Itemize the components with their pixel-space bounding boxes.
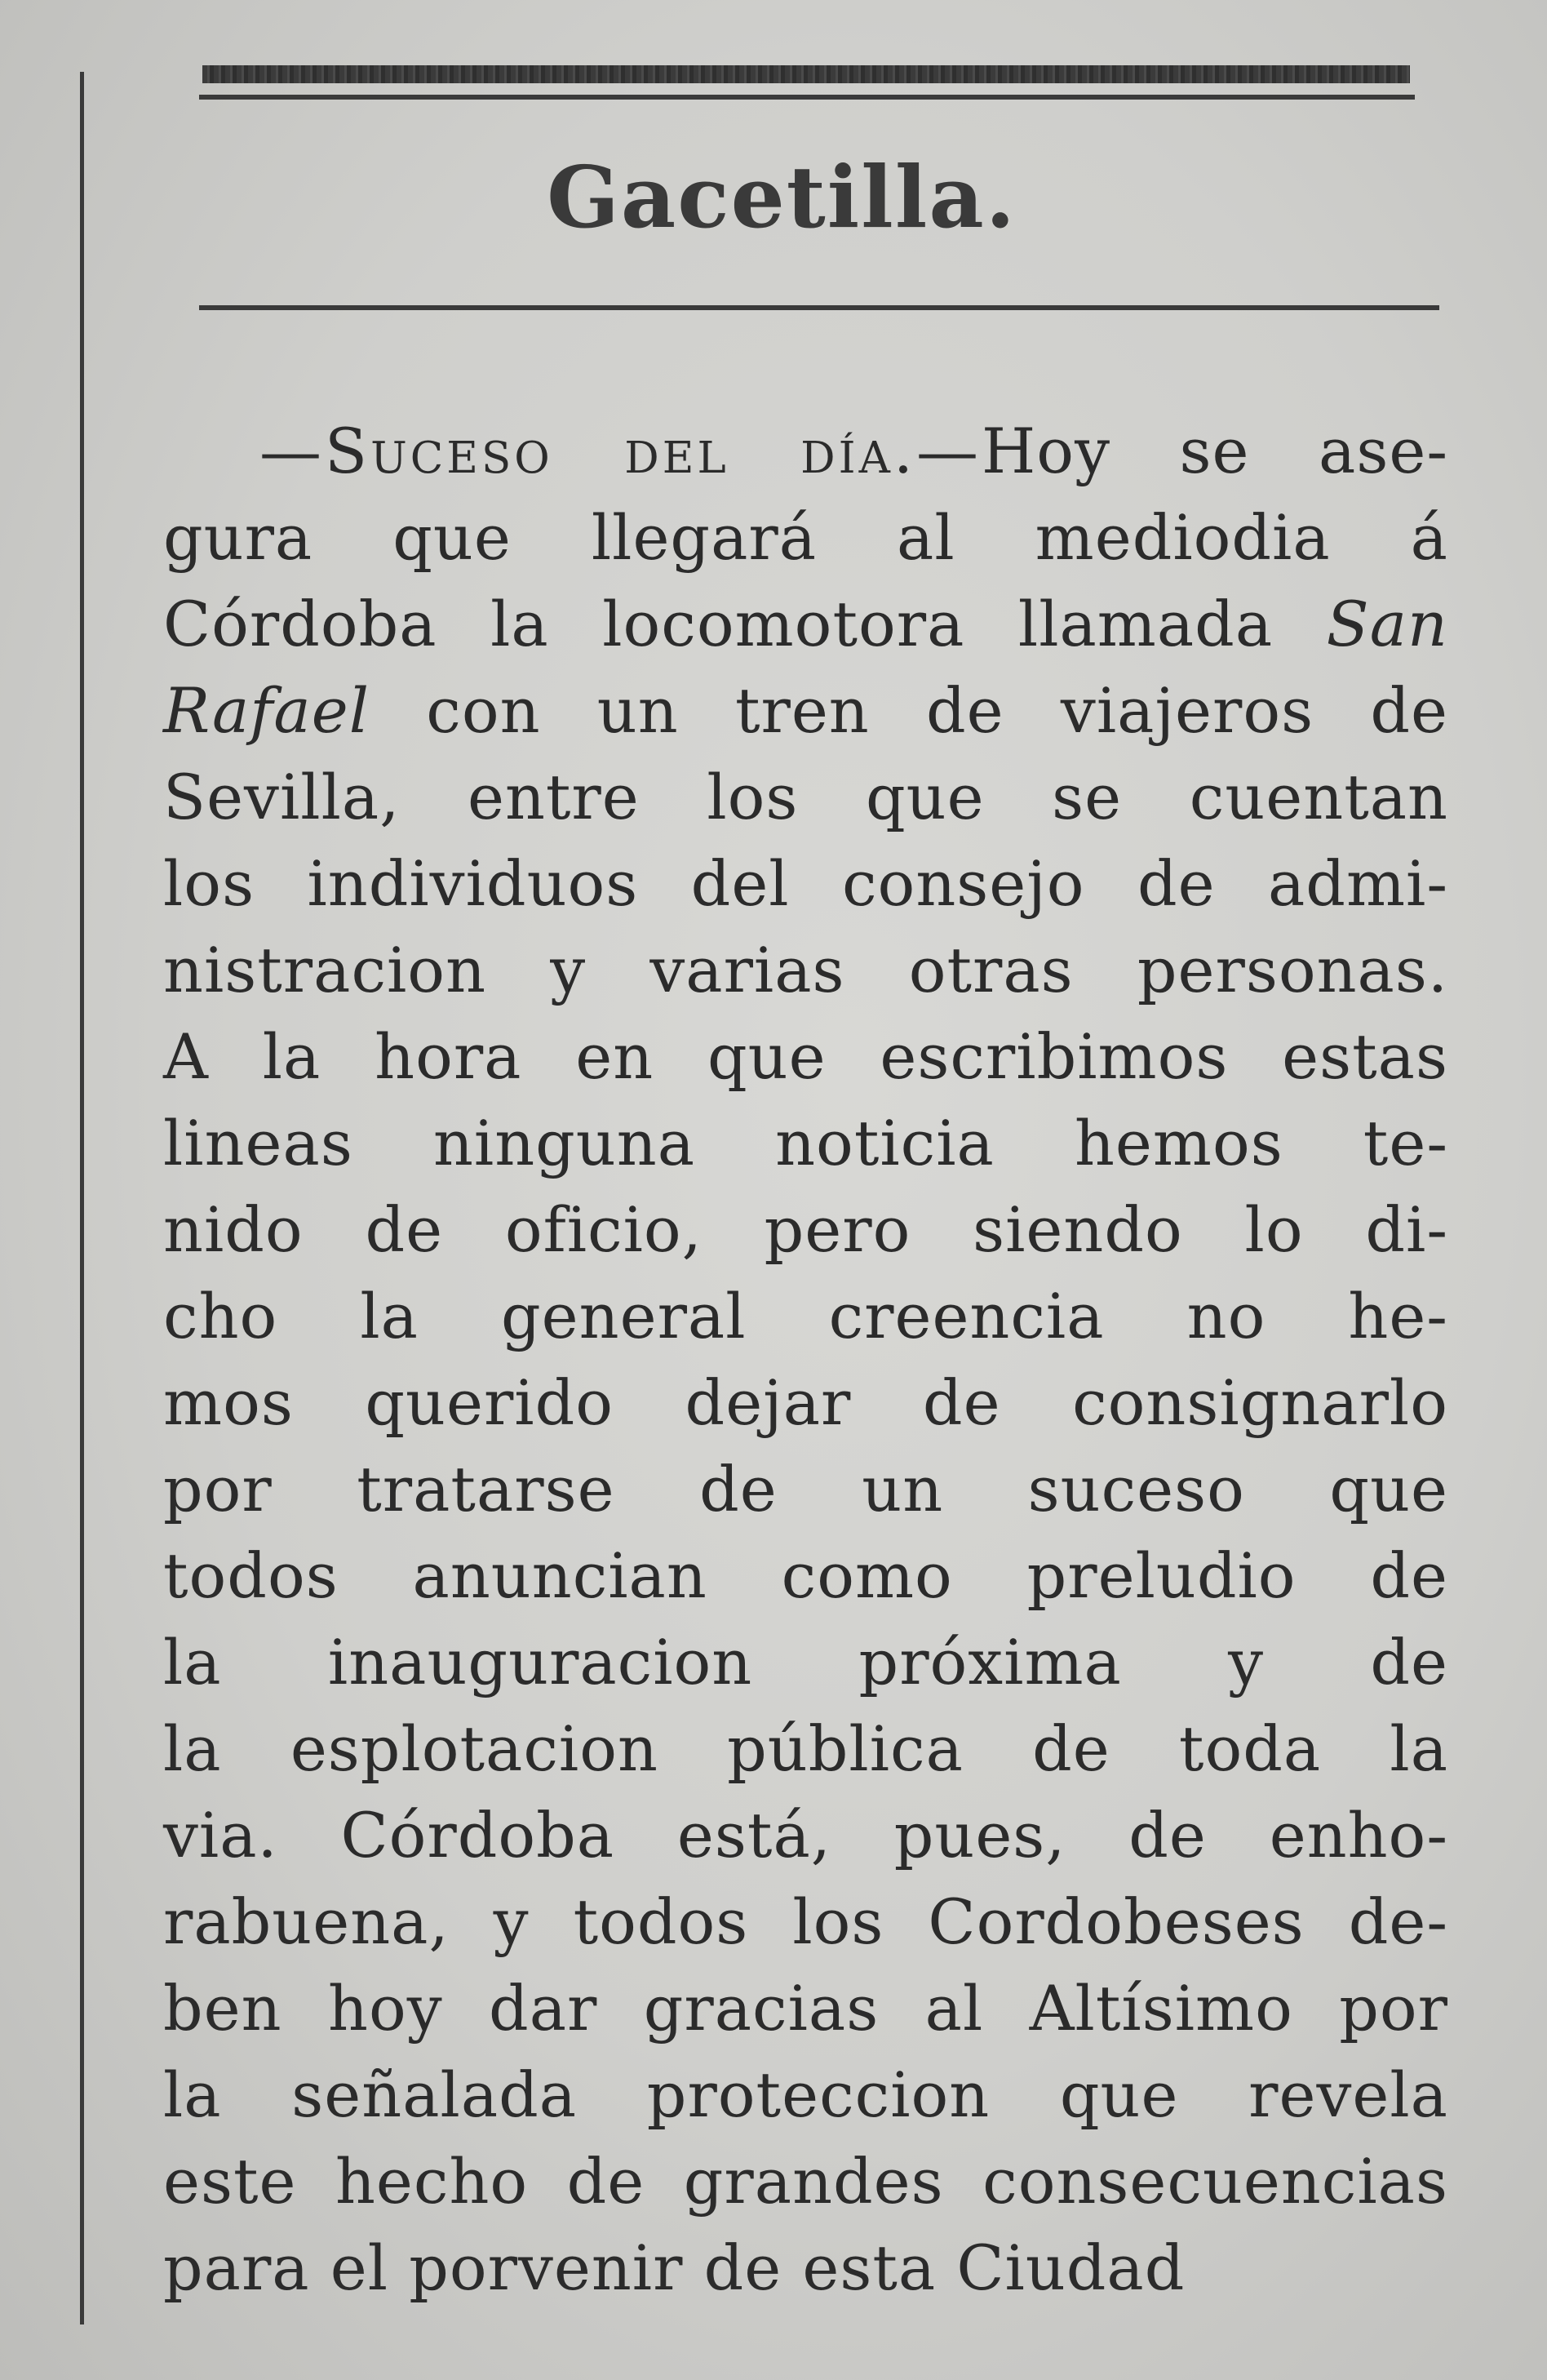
article-line-text: Córdoba la locomotora llamada xyxy=(163,588,1274,660)
article-line: la inauguracion próxima y de xyxy=(163,1626,1448,1698)
article-lead: —Suceso del día.— xyxy=(259,415,982,487)
article-line: para el porvenir de esta Ciudad xyxy=(163,2231,1186,2304)
article-line: gura que llegará al mediodia á xyxy=(163,501,1448,574)
article-line: la señalada proteccion que revela xyxy=(163,2058,1448,2131)
article-line: nistracion y varias otras personas. xyxy=(163,934,1448,1006)
article-line: via. Córdoba está, pues, de enho- xyxy=(163,1799,1448,1872)
article-line: mos querido dejar de consignarlo xyxy=(163,1366,1448,1439)
locomotive-name-part: San xyxy=(1326,588,1448,660)
article-line xyxy=(163,668,1448,754)
article-line: ben hoy dar gracias al Altísimo por xyxy=(163,1972,1448,2045)
article-line: todos anuncian como preludio de xyxy=(163,1539,1448,1612)
article-line: este hecho de grandes consecuencias xyxy=(163,2145,1448,2218)
article-line: Sevilla, entre los que se cuentan xyxy=(163,761,1448,833)
article-line xyxy=(163,581,1448,668)
article-line: los individuos del consejo de admi- xyxy=(163,847,1448,920)
article-body xyxy=(163,408,1448,2311)
article-line: la esplotacion pública de toda la xyxy=(163,1712,1448,1785)
article-line: nido de oficio, pero siendo lo di- xyxy=(163,1193,1448,1266)
section-heading: Gacetilla. xyxy=(547,147,1017,247)
column-rule xyxy=(80,72,84,2324)
locomotive-name-part: Rafael xyxy=(163,674,370,747)
article-line: A la hora en que escribimos estas xyxy=(163,1020,1448,1093)
article-line: cho la general creencia no he- xyxy=(163,1280,1448,1352)
article-line: por tratarse de un suceso que xyxy=(163,1453,1448,1525)
article-line-text: Hoy se ase- xyxy=(982,415,1448,487)
top-rule-thick xyxy=(202,65,1410,83)
article-line: rabuena, y todos los Cordobeses de- xyxy=(163,1885,1448,1958)
top-rule-thin xyxy=(199,95,1415,100)
article-line: lineas ninguna noticia hemos te- xyxy=(163,1107,1448,1179)
article-line xyxy=(163,408,1448,495)
article-line-text: con un tren de viajeros de xyxy=(426,674,1448,747)
heading-rule xyxy=(199,305,1439,310)
